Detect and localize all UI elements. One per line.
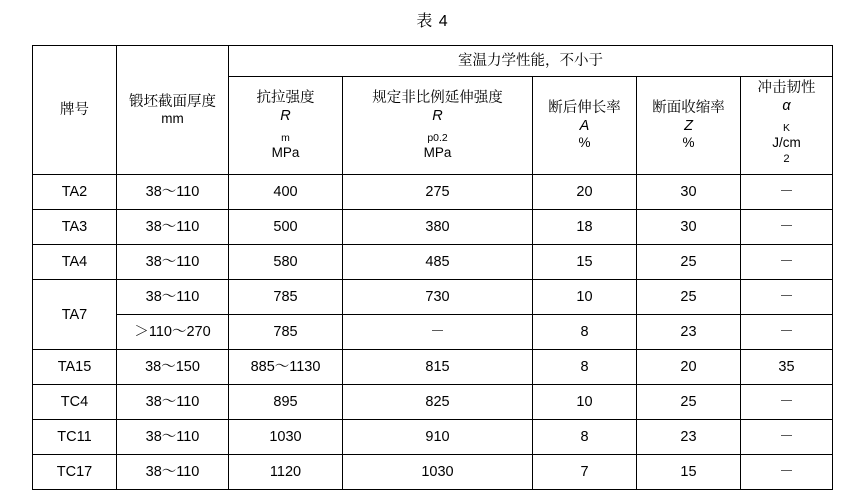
cell-grade: TA3	[33, 210, 117, 245]
cell-thickness: 38～110	[117, 245, 229, 280]
header-z-line1: 断面收缩率 Z	[652, 100, 725, 135]
header-rm-unit: MPa	[271, 145, 300, 161]
cell-thickness: ＞110～270	[117, 315, 229, 350]
header-ak-unit: J/cm $^2$	[772, 135, 801, 166]
header-thickness	[117, 46, 229, 175]
cell-proof-strength: 825	[343, 385, 533, 420]
header-z-unit: %	[682, 135, 695, 151]
cell-tensile-strength: 400	[229, 175, 343, 210]
header-grade-label: 牌号	[60, 102, 89, 119]
cell-proof-strength: 1030	[343, 455, 533, 490]
cell-reduction-of-area: 30	[637, 175, 741, 210]
cell-grade: TA7	[33, 280, 117, 350]
cell-elongation: 18	[533, 210, 637, 245]
header-a-unit: %	[578, 135, 591, 151]
cell-proof-strength: 275	[343, 175, 533, 210]
cell-grade: TA4	[33, 245, 117, 280]
cell-thickness: 38～110	[117, 280, 229, 315]
cell-elongation: 20	[533, 175, 637, 210]
header-a-line1: 断后伸长率 A	[548, 100, 621, 135]
cell-thickness: 38～110	[117, 385, 229, 420]
cell-reduction-of-area: 23	[637, 315, 741, 350]
table-row	[33, 245, 833, 280]
header-elongation	[533, 77, 637, 175]
cell-tensile-strength: 895	[229, 385, 343, 420]
cell-tensile-strength: 785	[229, 315, 343, 350]
cell-impact-toughness: －	[741, 455, 833, 490]
cell-reduction-of-area: 25	[637, 245, 741, 280]
cell-reduction-of-area: 25	[637, 385, 741, 420]
cell-thickness: 38～110	[117, 210, 229, 245]
header-tensile-strength	[229, 77, 343, 175]
header-grade	[33, 46, 117, 175]
table-row	[33, 385, 833, 420]
header-row-top	[33, 46, 833, 77]
cell-proof-strength: 815	[343, 350, 533, 385]
cell-thickness: 38～150	[117, 350, 229, 385]
cell-thickness: 38～110	[117, 455, 229, 490]
header-thickness-label: 锻坯截面厚度	[129, 93, 216, 110]
cell-tensile-strength: 785	[229, 280, 343, 315]
cell-grade: TC4	[33, 385, 117, 420]
cell-impact-toughness: －	[741, 245, 833, 280]
cell-elongation: 8	[533, 350, 637, 385]
mechanical-properties-table	[32, 45, 833, 490]
table-title: 表 4	[416, 13, 449, 30]
cell-reduction-of-area: 15	[637, 455, 741, 490]
cell-impact-toughness: －	[741, 315, 833, 350]
header-ak-line1: 冲击韧性 α $_K$	[757, 80, 816, 135]
table-header	[33, 46, 833, 175]
cell-impact-toughness: －	[741, 280, 833, 315]
cell-impact-toughness: －	[741, 175, 833, 210]
cell-reduction-of-area: 20	[637, 350, 741, 385]
cell-tensile-strength: 500	[229, 210, 343, 245]
cell-elongation: 10	[533, 280, 637, 315]
cell-elongation: 7	[533, 455, 637, 490]
cell-elongation: 8	[533, 315, 637, 350]
cell-tensile-strength: 1120	[229, 455, 343, 490]
table-row	[33, 315, 833, 350]
cell-proof-strength: 910	[343, 420, 533, 455]
cell-grade: TC11	[33, 420, 117, 455]
cell-impact-toughness: －	[741, 210, 833, 245]
table-row	[33, 210, 833, 245]
cell-elongation: 15	[533, 245, 637, 280]
header-rm-line1: 抗拉强度 R $_m$	[256, 90, 315, 145]
cell-tensile-strength: 580	[229, 245, 343, 280]
header-proof-strength	[343, 77, 533, 175]
cell-grade: TC17	[33, 455, 117, 490]
cell-impact-toughness: －	[741, 385, 833, 420]
cell-impact-toughness: 35	[741, 350, 833, 385]
header-rp-unit: MPa	[423, 145, 452, 161]
cell-thickness: 38～110	[117, 420, 229, 455]
header-impact-toughness	[741, 77, 833, 175]
table-row	[33, 175, 833, 210]
cell-thickness: 38～110	[117, 175, 229, 210]
cell-tensile-strength: 885～1130	[229, 350, 343, 385]
table-row	[33, 350, 833, 385]
cell-reduction-of-area: 23	[637, 420, 741, 455]
cell-tensile-strength: 1030	[229, 420, 343, 455]
header-rp-line1: 规定非比例延伸强度 R $_{p0.2}$	[372, 90, 503, 145]
table-row	[33, 280, 833, 315]
header-reduction-of-area	[637, 77, 741, 175]
cell-reduction-of-area: 25	[637, 280, 741, 315]
cell-grade: TA2	[33, 175, 117, 210]
cell-impact-toughness: －	[741, 420, 833, 455]
table-body	[33, 175, 833, 490]
cell-grade: TA15	[33, 350, 117, 385]
table-row	[33, 455, 833, 490]
cell-proof-strength: 485	[343, 245, 533, 280]
cell-proof-strength: －	[343, 315, 533, 350]
cell-elongation: 8	[533, 420, 637, 455]
header-mechanical-group: 室温力学性能，不小于	[229, 46, 833, 77]
cell-elongation: 10	[533, 385, 637, 420]
header-thickness-unit: mm	[161, 110, 184, 126]
table-row	[33, 420, 833, 455]
cell-proof-strength: 380	[343, 210, 533, 245]
cell-proof-strength: 730	[343, 280, 533, 315]
cell-reduction-of-area: 30	[637, 210, 741, 245]
